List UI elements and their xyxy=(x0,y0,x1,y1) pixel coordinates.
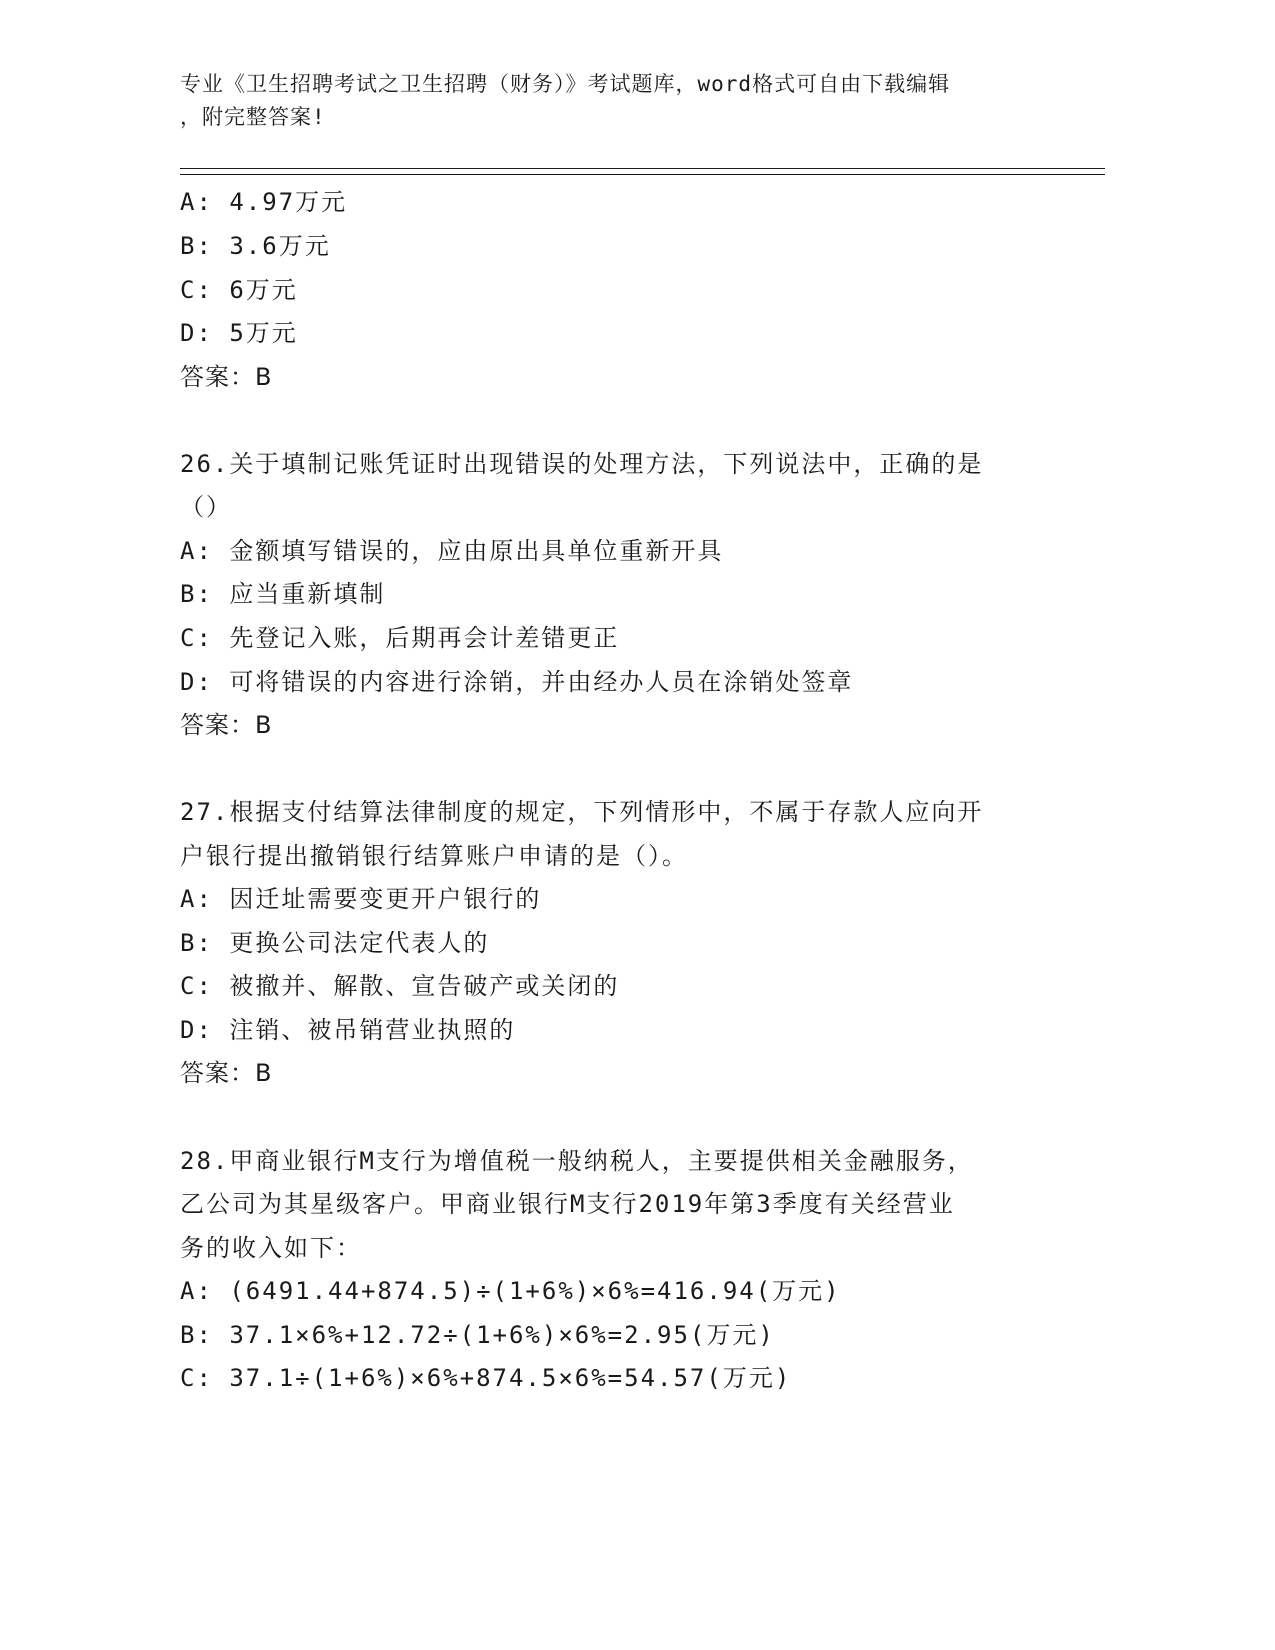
q27-option-a: A: 因迁址需要变更开户银行的 xyxy=(180,885,542,913)
header-line-1: 专业《卫生招聘考试之卫生招聘（财务）》考试题库，word格式可自由下载编辑 xyxy=(180,72,951,96)
q27-option-b: B: 更换公司法定代表人的 xyxy=(180,929,490,957)
q28-option-a: A: (6491.44+874.5)÷(1+6%)×6%=416.94(万元) xyxy=(180,1277,841,1305)
q27-stem-line-1: 27.根据支付结算法律制度的规定，下列情形中，不属于存款人应向开 xyxy=(180,798,984,826)
q26-option-d: D: 可将错误的内容进行涂销，并由经办人员在涂销处签章 xyxy=(180,668,854,696)
q25-option-a: A: 4.97万元 xyxy=(180,188,348,216)
q26-answer: 答案：B xyxy=(180,711,273,739)
q25-answer: 答案：B xyxy=(180,363,273,391)
q27-answer: 答案：B xyxy=(180,1059,273,1087)
header-divider-bottom xyxy=(180,174,1105,175)
q25-option-b: B: 3.6万元 xyxy=(180,232,331,260)
header-line-2: ，附完整答案! xyxy=(180,105,326,129)
q26-stem-line-1: 26.关于填制记账凭证时出现错误的处理方法，下列说法中，正确的是 xyxy=(180,450,984,478)
q26-option-b: B: 应当重新填制 xyxy=(180,580,386,608)
q27-stem-line-2: 户银行提出撤销银行结算账户申请的是（）。 xyxy=(180,842,688,870)
q27-option-d: D: 注销、被吊销营业执照的 xyxy=(180,1016,516,1044)
q28-option-c: C: 37.1÷(1+6%)×6%+874.5×6%=54.57(万元) xyxy=(180,1364,792,1392)
q26-option-c: C: 先登记入账，后期再会计差错更正 xyxy=(180,624,620,652)
q28-stem-line-3: 务的收入如下： xyxy=(180,1234,362,1262)
q25-option-d: D: 5万元 xyxy=(180,319,298,347)
q28-option-b: B: 37.1×6%+12.72÷(1+6%)×6%=2.95(万元) xyxy=(180,1321,775,1349)
q27-option-c: C: 被撤并、解散、宣告破产或关闭的 xyxy=(180,972,620,1000)
q25-option-c: C: 6万元 xyxy=(180,276,298,304)
document-header xyxy=(180,68,1040,134)
q28-stem-line-1: 28.甲商业银行M支行为增值税一般纳税人，主要提供相关金融服务， xyxy=(180,1147,974,1175)
q26-stem-line-2: （） xyxy=(180,493,232,521)
q26-option-a: A: 金额填写错误的，应由原出具单位重新开具 xyxy=(180,537,724,565)
header-divider-top xyxy=(180,168,1105,169)
q28-stem-line-2: 乙公司为其星级客户。甲商业银行M支行2019年第3季度有关经营业 xyxy=(180,1190,955,1218)
